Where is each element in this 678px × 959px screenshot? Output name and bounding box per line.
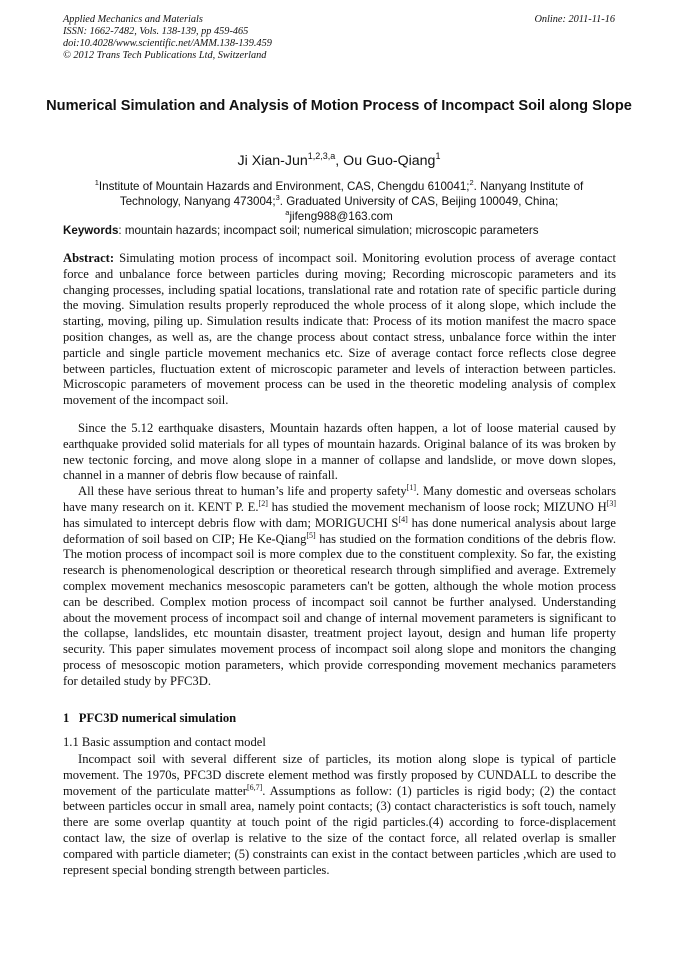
affil-1-text: Institute of Mountain Hazards and Environment, CAS, Chengdu 610041; xyxy=(98,180,470,193)
affil-3-text: . Graduated University of CAS, Beijing 100049, China; xyxy=(279,195,559,208)
keywords xyxy=(63,223,623,238)
section-number: 1 xyxy=(63,711,70,725)
author-line xyxy=(44,152,634,170)
intro-text: . Many domestic and overseas scholars have many research on it. KENT P. E. xyxy=(63,484,616,514)
affiliations xyxy=(64,179,614,224)
journal-name: Applied Mechanics and Materials xyxy=(63,14,203,25)
section-1-body xyxy=(63,752,616,878)
affil-3-mark: 3 xyxy=(275,193,280,202)
introduction xyxy=(63,421,616,690)
doi-line: doi:10.4028/www.scientific.net/AMM.138-139.459 xyxy=(63,38,272,49)
author-separator: , xyxy=(335,153,344,169)
online-date: Online: 2011-11-16 xyxy=(534,14,615,25)
citation-1: [1] xyxy=(406,483,416,493)
abstract xyxy=(63,251,616,409)
author-1-affil: 1,2,3,a xyxy=(307,151,336,161)
section-paragraph xyxy=(63,752,616,878)
abstract-text: Simulating motion process of incompact soil. Monitoring evolution process of average contact force and unbalance force between particles during moving; Recording microscopic parameters and its changing processes, including spatial locations, translational rate and rotation rate of specific particle during the moving. Simulation results properly reproduced the whole process of it along slope, which include the starting, moving, piling up. Simulation results indicate that: Process of its motion manifest the macro space position changes, as well as, are the change process about contact stress, unbalance force within the inter particle and single particle movement mechanics etc. Size of average contact force reflects close degree between particles, fluctuation extent of microscopic parameter and levels of interaction between particles. Microscopic parameters of movement process can be used in the theoretic modeling analysis of complex movement of the incompact soil. xyxy=(63,251,616,408)
author-2-affil: 1 xyxy=(435,151,441,161)
citation-3: [3] xyxy=(606,498,617,508)
section-1-heading xyxy=(63,710,236,726)
intro-paragraph-1: Since the 5.12 earthquake disasters, Mountain hazards often happen, a lot of loose material caused by earthquake provided solid materials for all types of mountain hazards. Original balance of its was broken by new tectonic forcing, and move along slope in a manner of collapse and landslide, or move down slopes, channel in a manner of debris flow because of rainfall. xyxy=(63,421,616,483)
author-2-name: Ou Guo-Qiang xyxy=(343,153,436,169)
section-title: PFC3D numerical simulation xyxy=(78,711,237,725)
author-1-name: Ji Xian-Jun xyxy=(237,153,308,169)
citation-5: [5] xyxy=(306,530,316,540)
citation-4: [4] xyxy=(398,514,408,524)
intro-text: has done numerical analysis about large deformation of soil based on CIP; He Ke-Qiang xyxy=(63,515,616,546)
intro-text: has studied the movement mechanism of loose rock; MIZUNO H xyxy=(267,499,607,514)
intro-paragraph-2 xyxy=(63,484,616,689)
email-mark: a xyxy=(285,208,290,217)
intro-text: has simulated to intercept debris flow with dam; MORIGUCHI S xyxy=(63,515,399,530)
citation-2: [2] xyxy=(258,498,268,508)
copyright-line: © 2012 Trans Tech Publications Ltd, Switzerland xyxy=(63,50,267,61)
intro-text: has studied on the formation conditions of the debris flow. The motion process of incompact soil is more complex due to the constituent complexity. So far, the existing research is phenomenological description or theoretical research through simplified and average. Extremely complex movement mechanics mesoscopic parameters can't be gotten, although the whole motion process can be described. Complex motion process of incompact soil cannot be further analysed. Understanding about the movement process of incompact soil and change of internal movement parameters is significant to the collapse, landslides, etc mountain disaster, treatment project layout, design and human life property security. This paper simulates movement process of incompact soil along slope and monitors the changing process of mesoscopic motion parameters, which provide corresponding movement mechanics parameters for detailed study by PFC3D. xyxy=(63,531,616,688)
citation-6-7: [6,7] xyxy=(246,782,263,792)
journal-header xyxy=(63,14,615,62)
intro-text: All these have serious threat to human’s life and property safety xyxy=(78,484,407,499)
paper-title: Numerical Simulation and Analysis of Motion Process of Incompact Soil along Slope xyxy=(46,98,632,114)
subsection-1-1-heading: 1.1 Basic assumption and contact model xyxy=(63,735,266,749)
keywords-text: : mountain hazards; incompact soil; numerical simulation; microscopic parameters xyxy=(118,224,539,237)
keywords-label: Keywords xyxy=(63,224,119,237)
affil-2-text: . Nanyang Institute of Technology, Nanyang 473004; xyxy=(119,180,584,208)
affil-2-mark: 2 xyxy=(469,178,474,187)
affil-1-mark: 1 xyxy=(94,178,99,187)
section-text: Incompact soil with several different size of particles, its motion along slope is typical of particle movement. The 1970s, PFC3D discrete element method was firstly proposed by CUNDALL to describe the movement of the particulate matter xyxy=(63,752,616,798)
section-text: . Assumptions as follow: (1) particles is rigid body; (2) the contact between particles occur in small area, namely point contacts; (3) contact characteristics is soft touch, namely there are some overlap quantity at touch point of the rigid particles.(4) according to force-displacement contact law, the size of overlap is relative to the size of the contact force, all related overlap is smaller compared with particle diameter; (5) constraints can exist in the contact between particles ,which are used to represent special bonding strength between particles. xyxy=(63,783,616,877)
author-email: jifeng988@163.com xyxy=(289,210,393,223)
abstract-label: Abstract: xyxy=(63,251,115,265)
issn-line: ISSN: 1662-7482, Vols. 138-139, pp 459-465 xyxy=(63,26,249,37)
